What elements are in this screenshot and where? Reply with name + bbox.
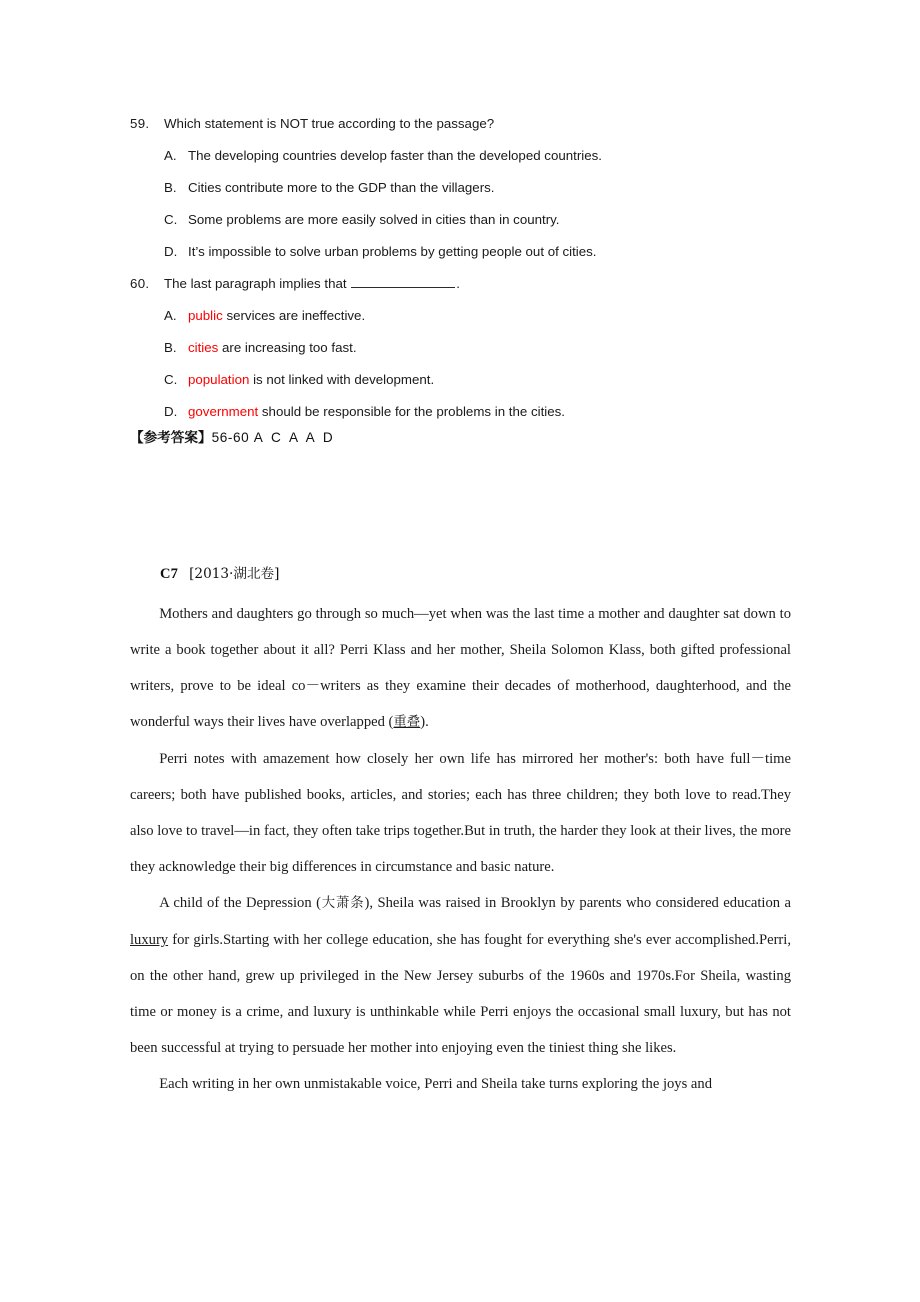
passage-text-run: Mothers and daughters go through so much—yet when was the last time a mother and daughter sat down to write a book together about it all? Perri Klass and her mother, Sheila Solomon Klass, both gifted professional writers, prove to be ideal co — [130, 606, 791, 694]
option-text — [188, 396, 810, 428]
passage-paragraph — [130, 1066, 791, 1102]
option-text — [188, 364, 810, 396]
passage-text-run: writers as they examine their decades of motherhood, daughterhood, and the wonderful ways their lives have overlapped ( — [130, 678, 792, 730]
section-code: C7 — [160, 566, 179, 582]
answer-blank[interactable] — [351, 275, 455, 288]
option-letter: C. — [164, 372, 178, 387]
option-keyword: public — [188, 308, 223, 323]
option-letter: B. — [164, 180, 177, 195]
stem-before-blank: The last paragraph implies that — [164, 276, 351, 291]
option-letter: C. — [164, 212, 178, 227]
option-row[interactable] — [130, 364, 810, 396]
chinese-gloss: 大萧条 — [320, 896, 365, 911]
chinese-gloss: 重叠 — [393, 715, 421, 730]
option-letter: A. — [164, 148, 177, 163]
option-rest: are increasing too fast. — [218, 340, 357, 355]
option-keyword: population — [188, 372, 250, 387]
passage-text-run: ), Sheila was raised in Brooklyn by parents who considered education a — [364, 895, 791, 911]
question-stem-text — [164, 268, 810, 300]
fullwidth-dash: － — [305, 677, 321, 694]
passage-text-run: Each writing in her own unmistakable voice, Perri and Sheila take turns exploring the joys and — [159, 1076, 712, 1092]
option-row[interactable] — [130, 300, 810, 332]
option-row[interactable] — [130, 204, 810, 236]
option-letter: B. — [164, 340, 177, 355]
passage-text-run: ). — [420, 714, 429, 730]
fullwidth-dash: － — [750, 750, 766, 767]
passage-paragraph — [130, 885, 791, 1066]
option-rest: services are ineffective. — [222, 308, 366, 323]
option-row[interactable] — [130, 396, 810, 428]
option-keyword: government — [188, 404, 259, 419]
question-stem-row — [130, 108, 810, 140]
question-stem-text: Which statement is NOT true according to the passage? — [164, 116, 495, 131]
answer-key-label: 【参考答案】 — [130, 430, 212, 446]
reading-passage — [130, 596, 791, 1102]
answer-key-answers: A C A A D — [253, 430, 336, 445]
option-keyword: cities — [188, 340, 219, 355]
section-source-ref: [2013·湖北卷] — [189, 566, 280, 582]
option-text — [188, 300, 810, 332]
passage-text-run: time careers; both have published books, articles, and stories; each has three children; they both love to read.They also love to travel—in fact, they often take trips together.But in truth, the harder they look at their lives, the more they acknowledge their big differences in circumstance and basic nature. — [130, 751, 791, 875]
option-letter: D. — [164, 404, 178, 419]
answer-key-line — [130, 428, 335, 448]
option-rest: should be responsible for the problems in the cities. — [258, 404, 565, 419]
glossed-word: luxury — [130, 932, 169, 948]
option-row[interactable] — [130, 332, 810, 364]
question-stem-row — [130, 268, 810, 300]
section-heading — [160, 562, 279, 583]
option-row[interactable] — [130, 140, 810, 172]
option-rest: is not linked with development. — [249, 372, 435, 387]
passage-text-run: Perri notes with amazement how closely her own life has mirrored her mother's: both have full — [159, 751, 751, 767]
option-text: The developing countries develop faster than the developed countries. — [188, 148, 602, 163]
answer-key-range: 56-60 — [211, 430, 254, 445]
option-text — [188, 332, 810, 364]
option-letter: A. — [164, 308, 177, 323]
option-row[interactable] — [130, 236, 810, 268]
question-block — [130, 108, 810, 428]
option-text: Some problems are more easily solved in cities than in country. — [188, 212, 560, 227]
passage-text-run: A child of the Depression ( — [159, 895, 321, 911]
option-row[interactable] — [130, 172, 810, 204]
passage-text-run: for girls.Starting with her college education, she has fought for everything she's ever accomplished.Perri, on the other hand, grew up privileged in the New Jersey suburbs of the 1960s and 1970s.For Sheila, wasting time or money is a crime, and luxury is unthinkable while Perri enjoys the occasional small luxury, but has not been successful at trying to persuade her mother into enjoying even the tiniest thing she likes. — [130, 932, 791, 1056]
option-text: Cities contribute more to the GDP than the villagers. — [188, 180, 495, 195]
option-text: It’s impossible to solve urban problems by getting people out of cities. — [188, 244, 597, 259]
option-letter: D. — [164, 244, 178, 259]
passage-paragraph — [130, 741, 791, 885]
stem-after-blank: . — [456, 276, 460, 291]
passage-paragraph — [130, 596, 791, 741]
question-number: 60. — [130, 276, 150, 291]
question-number: 59. — [130, 116, 150, 131]
